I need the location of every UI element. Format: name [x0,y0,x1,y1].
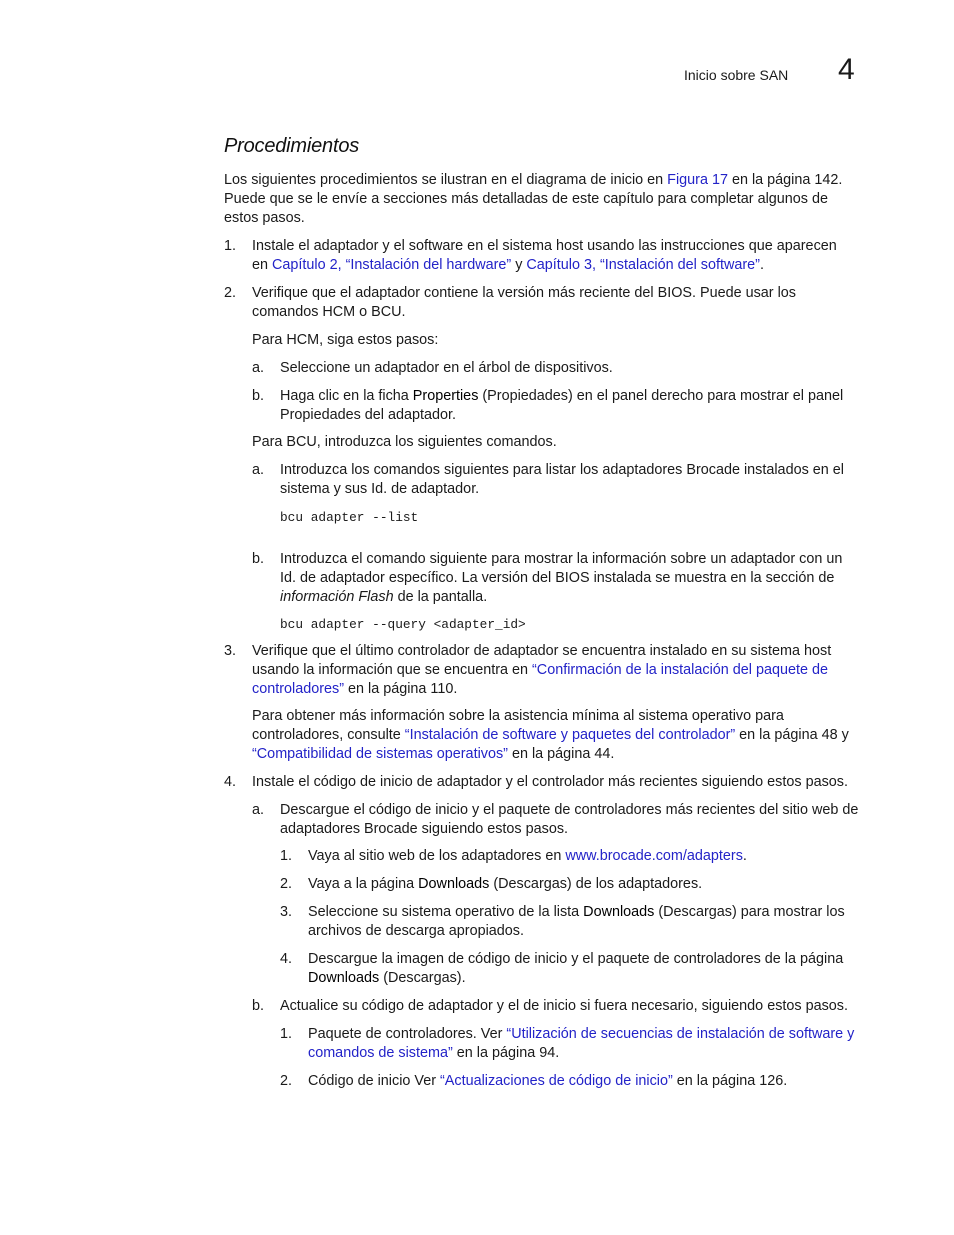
downloads-label: Downloads [308,970,380,986]
step-2-text: Verifique que el adaptador contiene la versión más reciente del BIOS. Puede usar los comandos HCM o BCU. [252,285,796,320]
os-compat-link[interactable]: “Compatibilidad de sistemas operativos” [252,746,508,762]
substep-text: Introduzca el comando siguiente para mostrar la información sobre un adaptador con un Id. de adaptador específico. La versión del BIOS instalada se muestra en la sección de información Flash de la pantalla. [280,551,843,605]
substep-number: 1. [280,848,293,864]
software-install-link[interactable]: “Instalación de software y paquetes del controlador” [404,727,736,743]
substep-text: Descargue el código de inicio y el paquete de controladores más recientes del sitio web de adaptadores Brocade siguiendo estos pasos. [280,802,859,837]
intro-line: estos pasos. [224,210,305,226]
substep-text: Código de inicio Ver “Actualizaciones de código de inicio” en la página 126. [308,1073,788,1089]
substep-label: b. [252,388,265,404]
downloads-label: Downloads [418,876,490,892]
intro-line: Los siguientes procedimientos se ilustran en el diagrama de inicio en Figura 17 en la página 142. [224,172,843,188]
section-title: Procedimientos [224,135,360,157]
substep-label: b. [252,998,265,1014]
step-3-more-info: Para obtener más información sobre la asistencia mínima al sistema operativo para controladores, consulte “Instalación de software y paquetes del controlador” en la página 48 y “Compatibilidad de sistemas operativos” en la página 44. [252,708,849,762]
step-3-text: Verifique que el último controlador de adaptador se encuentra instalado en su sistema host usando la información que se encuentra en “Confirmación de la instalación del paquete de controladores” en la página 110. [252,643,832,697]
substep-text: Paquete de controladores. Ver “Utilización de secuencias de instalación de software y comandos de sistema” en la página 94. [308,1026,855,1061]
substep-number: 2. [280,876,293,892]
code-block: bcu adapter --list [280,510,419,525]
install-scripts-link[interactable]: “Utilización de secuencias de instalación de software y [506,1026,855,1042]
substep-label: a. [252,462,265,478]
step-number: 1. [224,238,237,254]
substep-text: Seleccione su sistema operativo de la lista Downloads (Descargas) para mostrar los archivos de descarga apropiados. [308,904,845,939]
running-header: Inicio sobre SAN [684,67,789,83]
substep-text: Descargue la imagen de código de inicio y el paquete de controladores de la página Downloads (Descargas). [308,951,844,986]
substep-text: Actualice su código de adaptador y el de inicio si fuera necesario, siguiendo estos pasos. [280,998,848,1014]
step-number: 3. [224,643,237,659]
boot-code-updates-link[interactable]: “Actualizaciones de código de inicio” [440,1073,673,1089]
substep-text: Haga clic en la ficha Properties (Propiedades) en el panel derecho para mostrar el panel Propiedades del adaptador. [280,388,844,423]
intro-paragraph [224,171,842,228]
install-scripts-link[interactable]: comandos de sistema” [308,1045,453,1061]
substep-label: a. [252,360,265,376]
substep-text: Vaya a la página Downloads (Descargas) de los adaptadores. [308,876,703,892]
bcu-intro: Para BCU, introduzca los siguientes comandos. [252,434,557,450]
substep-number: 1. [280,1026,293,1042]
driver-install-confirm-link[interactable]: controladores” [252,681,344,697]
chapter-2-link[interactable]: Capítulo 2, “Instalación del hardware” [272,257,512,273]
substep-number: 2. [280,1073,293,1089]
code-block: bcu adapter --query <adapter_id> [280,617,526,632]
step-4-text: Instale el código de inicio de adaptador y el controlador más recientes siguiendo estos pasos. [252,774,848,790]
intro-line: Puede que se le envíe a secciones más detalladas de este capítulo para completar algunos de [224,191,828,207]
substep-number: 3. [280,904,293,920]
substep-text: Seleccione un adaptador en el árbol de dispositivos. [280,360,613,376]
step-number: 2. [224,285,237,301]
downloads-label: Downloads [583,904,655,920]
substep-text: Introduzca los comandos siguientes para listar los adaptadores Brocade instalados en el sistema y sus Id. de adaptador. [280,462,844,497]
chapter-number: 4 [838,53,855,86]
step-1-text: Instale el adaptador y el software en el sistema host usando las instrucciones que aparecen en Capítulo 2, “Instalación del hardware” y Capítulo 3, “Instalación del software”. [252,238,837,273]
substep-label: a. [252,802,265,818]
driver-install-confirm-link[interactable]: “Confirmación de la instalación del paquete de [532,662,829,678]
step-number: 4. [224,774,237,790]
substep-label: b. [252,551,265,567]
brocade-adapters-link[interactable]: www.brocade.com/adapters [565,848,743,864]
properties-tab-label: Properties [412,388,479,404]
substep-number: 4. [280,951,293,967]
chapter-3-link[interactable]: Capítulo 3, “Instalación del software” [526,257,760,273]
figure-link[interactable]: Figura 17 [667,172,728,188]
hcm-intro: Para HCM, siga estos pasos: [252,332,439,348]
substep-text: Vaya al sitio web de los adaptadores en www.brocade.com/adapters. [308,848,747,864]
